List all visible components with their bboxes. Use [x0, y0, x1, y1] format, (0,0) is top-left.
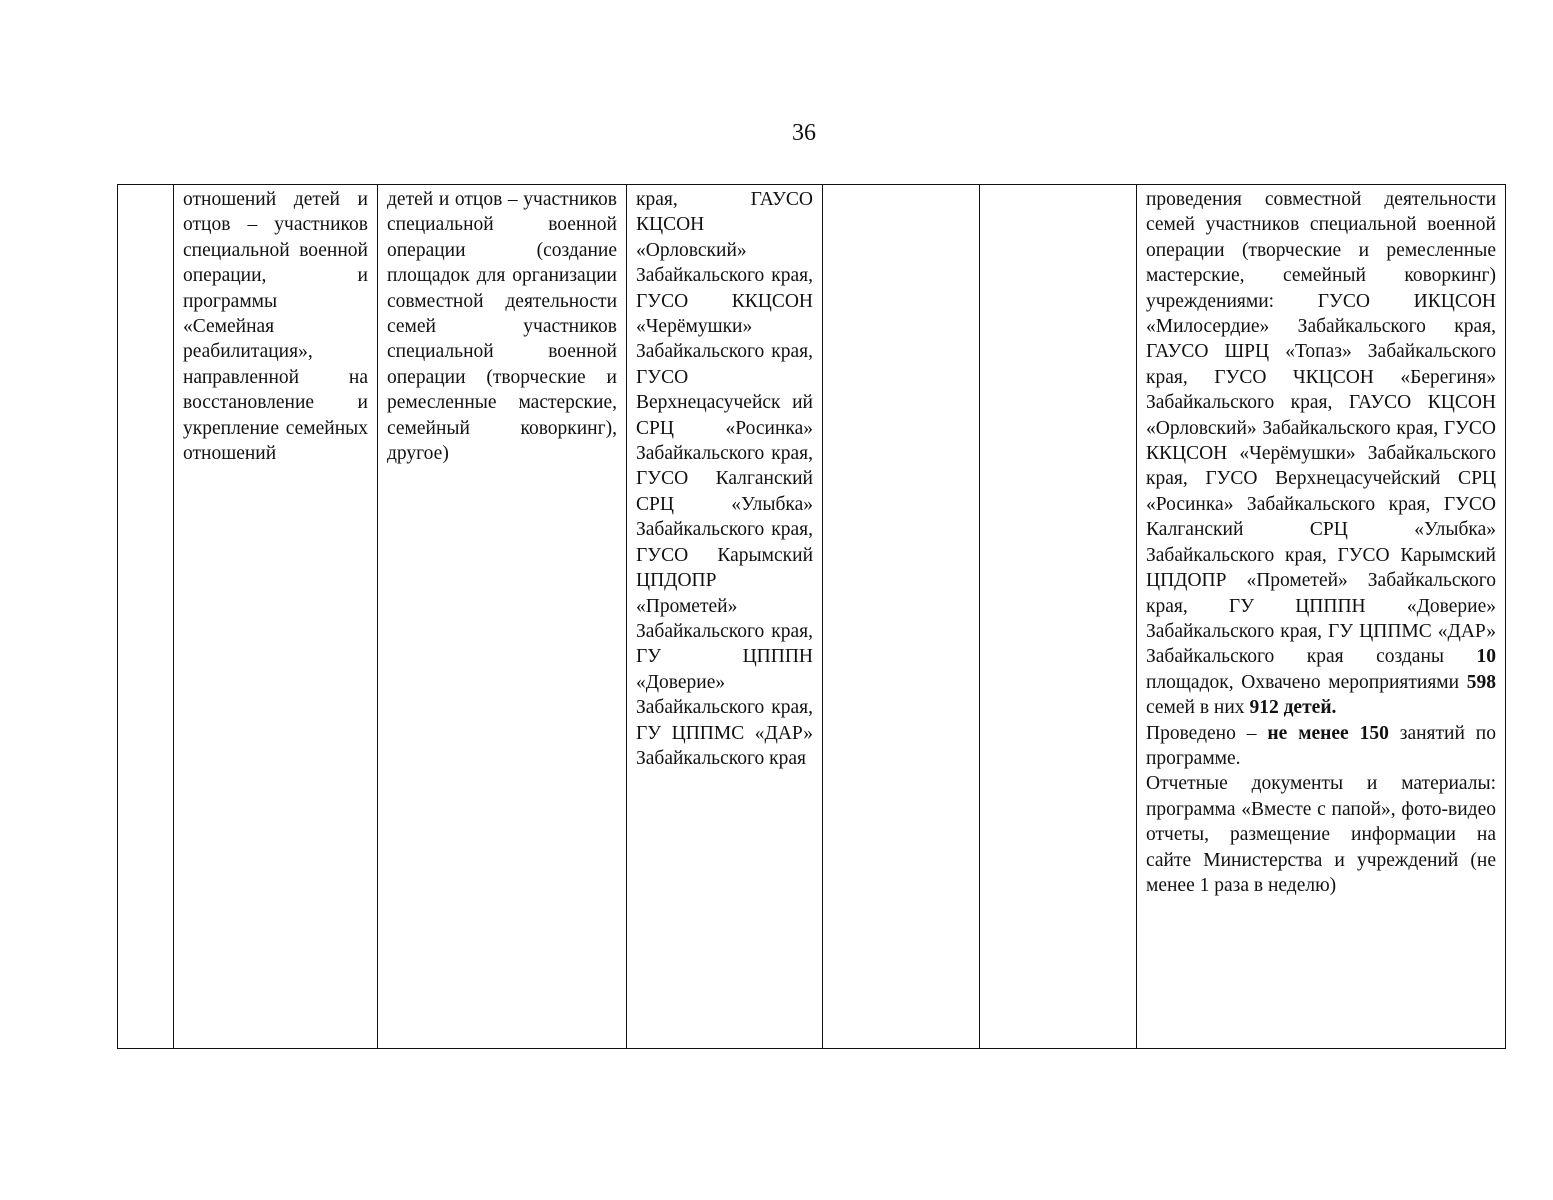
- cell-event-text: отношений детей и отцов – участников специальной военной операции, и программы «Семейная реабилитация», направленной на восстановление и укрепление семейных отношений: [183, 189, 368, 465]
- results-count-platforms: 10: [1476, 646, 1496, 668]
- results-paragraph-3: Отчетные документы и материалы: программа «Вместе с папой», фото-видео отчеты, размещение информации на сайте Министерства и учреждений (не менее 1 раза в неделю): [1146, 773, 1496, 896]
- table-cell-executors: [627, 185, 823, 1049]
- cell-executors-text: края, ГАУСО КЦСОН «Орловский» Забайкальского края, ГУСО ККЦСОН «Черёмушки» Забайкальского края, ГУСО Верхнецасучейск ий СРЦ «Росинка» Забайкальского края, ГУСО Калганский СРЦ «Улыбка» Забайкальского края, ГУСО Карымский ЦПДОПР «Прометей» Забайкальского края, ГУ ЦПППН «Доверие» Забайкальского края, ГУ ЦППМС «ДАР» Забайкальского края: [636, 189, 813, 769]
- results-count-lessons: не менее 150: [1267, 722, 1389, 744]
- cell-description-text: детей и отцов – участников специальной военной операции (создание площадок для организации совместной деятельности семей участников специальной военной операции (творческие и ремесленные мастерские, семейный коворкинг), другое): [387, 189, 617, 465]
- results-paragraph-2: [1146, 721, 1496, 772]
- results-paragraph-1: [1146, 187, 1496, 721]
- table-cell-number: [118, 185, 174, 1049]
- results-text-5: занятий по программе.: [1146, 722, 1496, 769]
- results-text-4: Проведено –: [1146, 722, 1268, 744]
- table-cell-description: [378, 185, 627, 1049]
- page-number: 36: [792, 120, 816, 146]
- results-count-families: 598: [1466, 671, 1496, 693]
- measures-table: [117, 184, 1506, 1049]
- table-cell-empty-2: [980, 185, 1137, 1049]
- results-count-children: 912 детей.: [1249, 697, 1337, 719]
- results-text-3: семей в них: [1146, 697, 1250, 719]
- results-text-2: площадок, Охвачено мероприятиями: [1146, 671, 1467, 693]
- table-cell-results: [1137, 185, 1506, 1049]
- table-cell-empty-1: [823, 185, 980, 1049]
- table-row: [118, 185, 1506, 1049]
- results-text-1: проведения совместной деятельности семей участников специальной военной операции (творческие и ремесленные мастерские, семейный коворкинг) учреждениями: ГУСО ИКЦСОН «Милосердие» Забайкальского края, ГАУСО ШРЦ «Топаз» Забайкальского края, ГУСО ЧКЦСОН «Берегиня» Забайкальского края, ГАУСО КЦСОН «Орловский» Забайкальского края, ГУСО ККЦСОН «Черёмушки» Забайкальского края, ГУСО Верхнецасучейский СРЦ «Росинка» Забайкальского края, ГУСО Калганский СРЦ «Улыбка» Забайкальского края, ГУСО Карымский ЦПДОПР «Прометей» Забайкальского края, ГУ ЦПППН «Доверие» Забайкальского края, ГУ ЦППМС «ДАР» Забайкальского края созданы: [1146, 189, 1496, 668]
- table-cell-event: [174, 185, 378, 1049]
